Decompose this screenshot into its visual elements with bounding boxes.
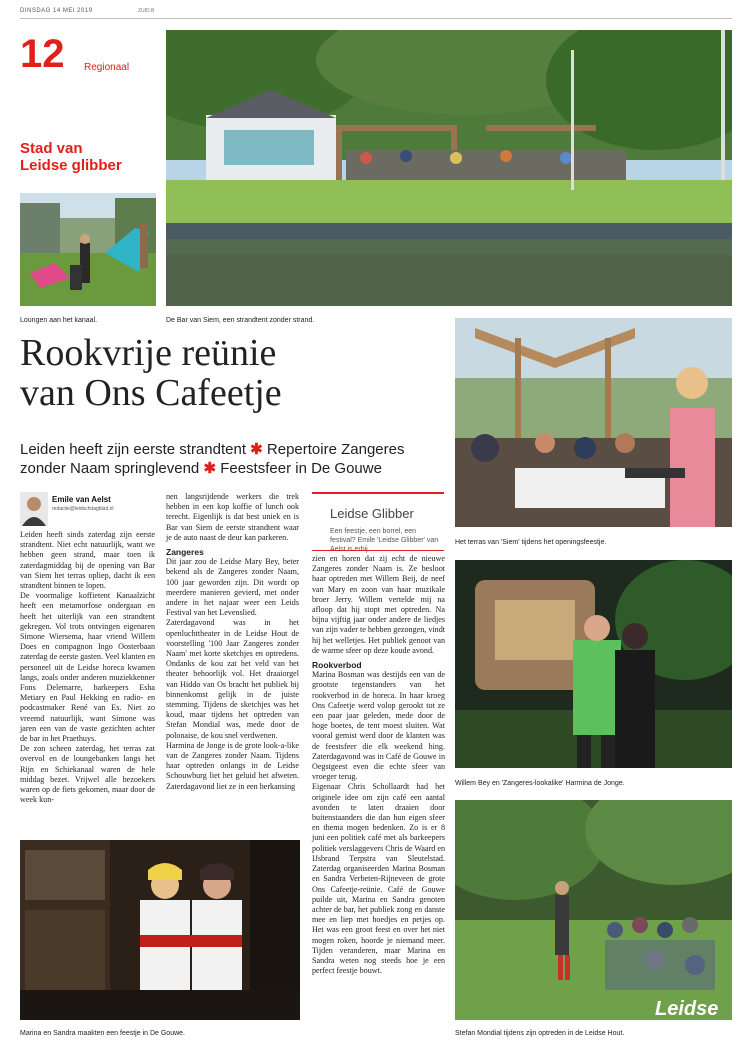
paragraph: Zaterdagavond was in het openluchttheater in de Leidse Hout de voorstelling '100 Jaar Zangeres zonder Naam' met korte sketchjes en optredens. Ondanks de kou zat het veld van het theater behoorlijk vol. Het draaiorgel van Hiddo van Os bracht het publiek bij binnenkomst gelijk in de juiste stemming. Tijdens de sketchjes was het koud, maar tijdens het optreden van Stefan Mondial was, mede door de polonaise, de kou snel verdwenen. [166, 618, 299, 740]
section-name: Regionaal [84, 62, 130, 73]
lounge-photo [20, 193, 156, 306]
park-performance-photo [455, 800, 732, 1020]
author-email[interactable]: redactie@leidschdagblad.nl [52, 506, 114, 512]
intro-part-1: Leiden heeft zijn eerste strandtent [20, 441, 246, 458]
intro-part-3: Feestsfeer in De Gouwe [220, 460, 382, 477]
subheading-rookverbod: Rookverbod [312, 660, 362, 671]
cafe-bar-photo [20, 840, 300, 1020]
edition-code: ZUID.B [138, 8, 155, 14]
header-divider [20, 18, 732, 19]
singers-photo [455, 560, 732, 768]
headline-line-1: Rookvrije reünie [20, 332, 277, 374]
sidebar-bottom-rule [312, 550, 444, 551]
beach-bar-caption: De Bar van Siem, een strandtent zonder strand. [166, 317, 315, 324]
sidebar-text: Een feestje, een borrel, een festival? Emile 'Leidse Glibber' van [330, 528, 439, 544]
cafe-bar-caption: Marina en Sandra maakten een feestje in De Gouwe. [20, 1030, 185, 1037]
paragraph: Harmina de Jonge is de grote look-a-like van de Zangeres zonder Naam. Tijdens haar optreden onlangs in de Leidse Schouwburg liet het geluid het afweten. Zaterdagavond liet ze in een herkansing [166, 740, 299, 791]
headline-line-2: van Ons Cafeetje [20, 372, 282, 414]
terrace-caption: Het terras van 'Siem' tijdens het openingsfeestje. [455, 539, 607, 546]
sidebar-title: Leidse Glibber [330, 506, 414, 521]
paragraph: zien en horen dat zij echt de nieuwe Zangeres zonder Naam is. Ze besloot haar optreden met Willem Beij, de neef van Mary en zoon van haar muzikale broer Jerry. Willem vertelde mij na afloop dat hij stopt met optreden. Na bijna vijftig jaar onder andere de liedjes van zijn vader te hebben gezongen, vindt hij het welletjes. Het publiek genoot van de warme sfeer op deze koude avond. [312, 554, 445, 655]
paragraph: Leiden heeft sinds zaterdag zijn eerste strandtent. Niet echt natuurlijk, want we hebben geen strand, maar toen ik zaterdagmiddag bij de opening van Bar van Siem het terras opliep, dacht ik een strandtent binnen te lopen. [20, 530, 155, 591]
singers-caption: Willem Bey en 'Zangeres-lookalike' Harmina de Jonge. [455, 780, 625, 787]
paragraph: nen langsrijdende werkers die trek hebben in een kop koffie of lunch ook terecht. Eigenlijk is dat best uniek en is Bar van Siem de eerste strandtent waar je de auto naast de deur kan parkeren. [166, 492, 299, 542]
article-column-3 [312, 554, 445, 976]
paragraph: Marina Bosman was destijds een van de grootste tegenstanders van het rookverbod in de horeca. In haar kroeg Ons Cafeetje werd volop gerookt tot ze een paar jaar geleden, mede door de hoge boetes, de tent moest sluiten. Wat vooral gemist werd door de klanten was de feestsfeer die elk weekend hing. Zaterdagavond was in Café de Gouwe in Oegstgeest even die echte sfeer van vroeger terug. [312, 670, 445, 782]
separator-star-icon: ✱ [203, 460, 217, 477]
watermark-text: Leidse [655, 998, 719, 1020]
page-number: 12 [20, 32, 65, 76]
author-avatar [20, 492, 48, 526]
park-caption: Stefan Mondial tijdens zijn optreden in de Leidse Hout. [455, 1030, 625, 1037]
separator-star-icon: ✱ [250, 441, 263, 458]
article-intro [20, 440, 450, 478]
sidebar-top-rule [312, 492, 444, 494]
paragraph: De zon scheen zaterdag, het terras zat overvol en de loungebanken langs het Rijn en Schiekanaal waren de hele middag bezet. Vrijwel alle bezoekers waren op de fiets gekomen, maar door de week kun- [20, 744, 155, 805]
beach-bar-photo [166, 30, 732, 306]
kicker-line-2: Leidse glibber [20, 157, 122, 174]
article-headline [20, 333, 450, 413]
paragraph: De voormalige koffietent Kanaalzicht heeft een metamorfose ondergaan en heeft het uiterlijk van een strandtent gekregen. Vol trots ontvingen eigenaren Simone Wiersema, haar vriend Willem Does en compagnon Ingo Oosterbaan zaterdag de eerste gasten. Veel klanten en personeel uit de Leidse horeca kwamen langs, zoals onder anderen muziekkenner Fons Delemarre, barkeepers Esha Metiary en Paul Hekking en radio- en podcastmaker René van Es. Niet zo vreemd natuurlijk, want Simone was jaren een van de vaste gezichten achter de bar in het Praethuys. [20, 591, 155, 744]
lounge-caption: Loungen aan het kanaal. [20, 317, 98, 324]
issue-date: DINSDAG 14 MEI 2019 [20, 8, 93, 14]
author-name: Emile van Aelst [52, 495, 111, 504]
terrace-photo [455, 318, 732, 527]
column-kicker [20, 140, 160, 174]
paragraph: Dit jaar zou de Leidse Mary Bey, beter bekend als de Zangeres zonder Naam, 100 jaar geworden zijn. Dit wordt op meerdere manieren gevierd, met onder andere in het najaar weer een Leids Festival van het Levenslied. [166, 557, 299, 618]
paragraph: Eigenaar Chris Schollaardt had het originele idee om zijn café een aantal avonden te laten draaien door buitenstaanders die dan hun eigen sfeer en thema mogen bedenken. Zo is er 8 juni een politiek café met als barkeepers politiek verslaggevers Chris de Waard en IJsbrand Terpstra van Sleutelstad. Zaterdag organiseerden Marina Bosman en Sandra Verbeten-Rijneveen de grote Ons Cafeetje-reünie. Café de Gouwe puilde uit, Marina en Sandra genoten achter de bar, het publiek zong en danste mee en liep met hoedjes en petjes op. Het was een groot feest en over het niet mogen roken, hoorde je niemand meer. Tijden veranderen, maar Marina en Sandra weten nog steeds hoe je een perfect feestje bouwt. [312, 782, 445, 976]
subheading-zangeres: Zangeres [166, 547, 204, 558]
article-column-1 [20, 530, 155, 805]
article-column-2 [166, 492, 299, 792]
kicker-line-1: Stad van [20, 140, 83, 157]
intro-part-2: Repertoire Zangeres zonder Naam springlevend [20, 441, 405, 477]
